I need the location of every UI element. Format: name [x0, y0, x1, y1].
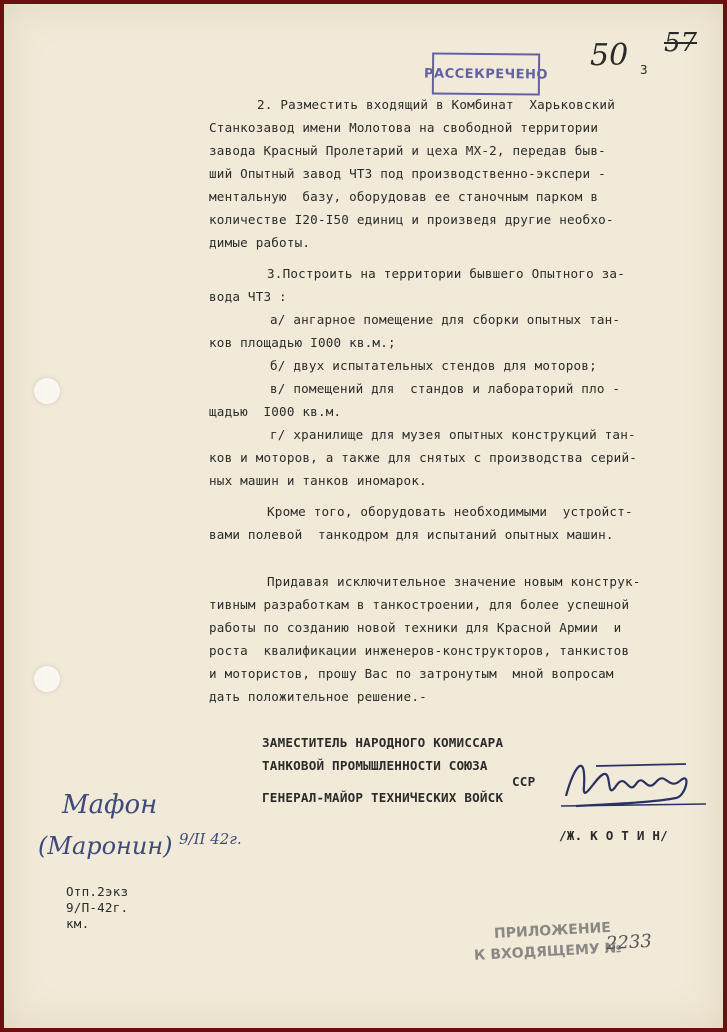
body-line: 3.Построить на территории бывшего Опытного за- [267, 266, 625, 281]
body-line: Придавая исключительное значение новым конструк- [267, 574, 641, 589]
body-line: димые работы. [209, 235, 311, 250]
page-number-crossed: 57 [664, 28, 698, 58]
signatory-name: /Ж. К О Т И Н/ [559, 828, 668, 843]
document-page [4, 4, 723, 1028]
body-line: б/ двух испытательных стендов для моторов; [270, 358, 597, 373]
dispatch-line: Отп.2экз [66, 884, 129, 899]
body-line: ков и моторов, а также для снятых с производства серий- [209, 450, 638, 465]
page-number-current: 50 [590, 38, 629, 73]
body-line: 2. Разместить входящий в Комбинат Харьковский [257, 97, 615, 112]
body-line: работы по созданию новой техники для Красной Армии и [209, 620, 622, 635]
registration-number: 2233 [605, 930, 653, 955]
registration-stamp-line2: К ВХОДЯЩЕМУ № [473, 940, 622, 964]
signature-title-line: ССР [512, 774, 536, 789]
body-line: Станкозавод имени Молотова на свободной территории [209, 120, 599, 135]
dispatch-line: 9/П-42г. [66, 900, 129, 915]
body-line: роста квалификации инженеров-конструкторов, танкистов [209, 643, 630, 658]
body-line: вода ЧТЗ : [209, 289, 287, 304]
body-line: ных машин и танков иномарок. [209, 473, 427, 488]
body-line: и мотористов, прошу Вас по затронутым мной вопросам [209, 666, 614, 681]
declassified-stamp-text: РАССЕКРЕЧЕНО [423, 65, 549, 83]
punch-hole-bottom [34, 666, 60, 692]
signature-title-line: ЗАМЕСТИТЕЛЬ НАРОДНОГО КОМИССАРА [262, 735, 504, 750]
handwritten-initial: Мафон [62, 790, 158, 820]
signature-title-line: ГЕНЕРАЛ-МАЙОР ТЕХНИЧЕСКИХ ВОЙСК [262, 790, 504, 805]
body-line: вами полевой танкодром для испытаний опытных машин. [209, 527, 614, 542]
body-line: дать положительное решение.- [209, 689, 427, 704]
body-line: ментальную базу, оборудовав ее станочным парком в [209, 189, 599, 204]
body-line: ший Опытный завод ЧТЗ под производственно-экспери - [209, 166, 606, 181]
body-line: тивным разработкам в танкостроении, для более успешной [209, 597, 630, 612]
body-line: Кроме того, оборудовать необходимыми устройст- [267, 504, 633, 519]
body-line: в/ помещений для стандов и лабораторий пло - [270, 381, 621, 396]
declassified-stamp [423, 53, 549, 96]
handwritten-signature [556, 746, 716, 826]
body-line: завода Красный Пролетарий и цеха МХ-2, передав быв- [209, 143, 606, 158]
body-line: щадью I000 кв.м. [209, 404, 342, 419]
registration-stamp-line1: ПРИЛОЖЕНИЕ [493, 919, 612, 943]
signature-title-line: ТАНКОВОЙ ПРОМЫШЛЕННОСТИ СОЮЗА [262, 758, 488, 773]
body-line: количестве I20-I50 единиц и произведя другие необхо- [209, 212, 614, 227]
dispatch-line: км. [66, 916, 90, 931]
body-line: ков площадью I000 кв.м.; [209, 335, 396, 350]
punch-hole-top [34, 378, 60, 404]
body-line: а/ ангарное помещение для сборки опытных тан- [270, 312, 621, 327]
body-line: г/ хранилище для музея опытных конструкций тан- [270, 427, 636, 442]
typed-page-number: 3 [640, 62, 648, 77]
handwritten-date: 9/II 42г. [179, 830, 242, 848]
handwritten-name: (Маронин) [38, 832, 173, 860]
